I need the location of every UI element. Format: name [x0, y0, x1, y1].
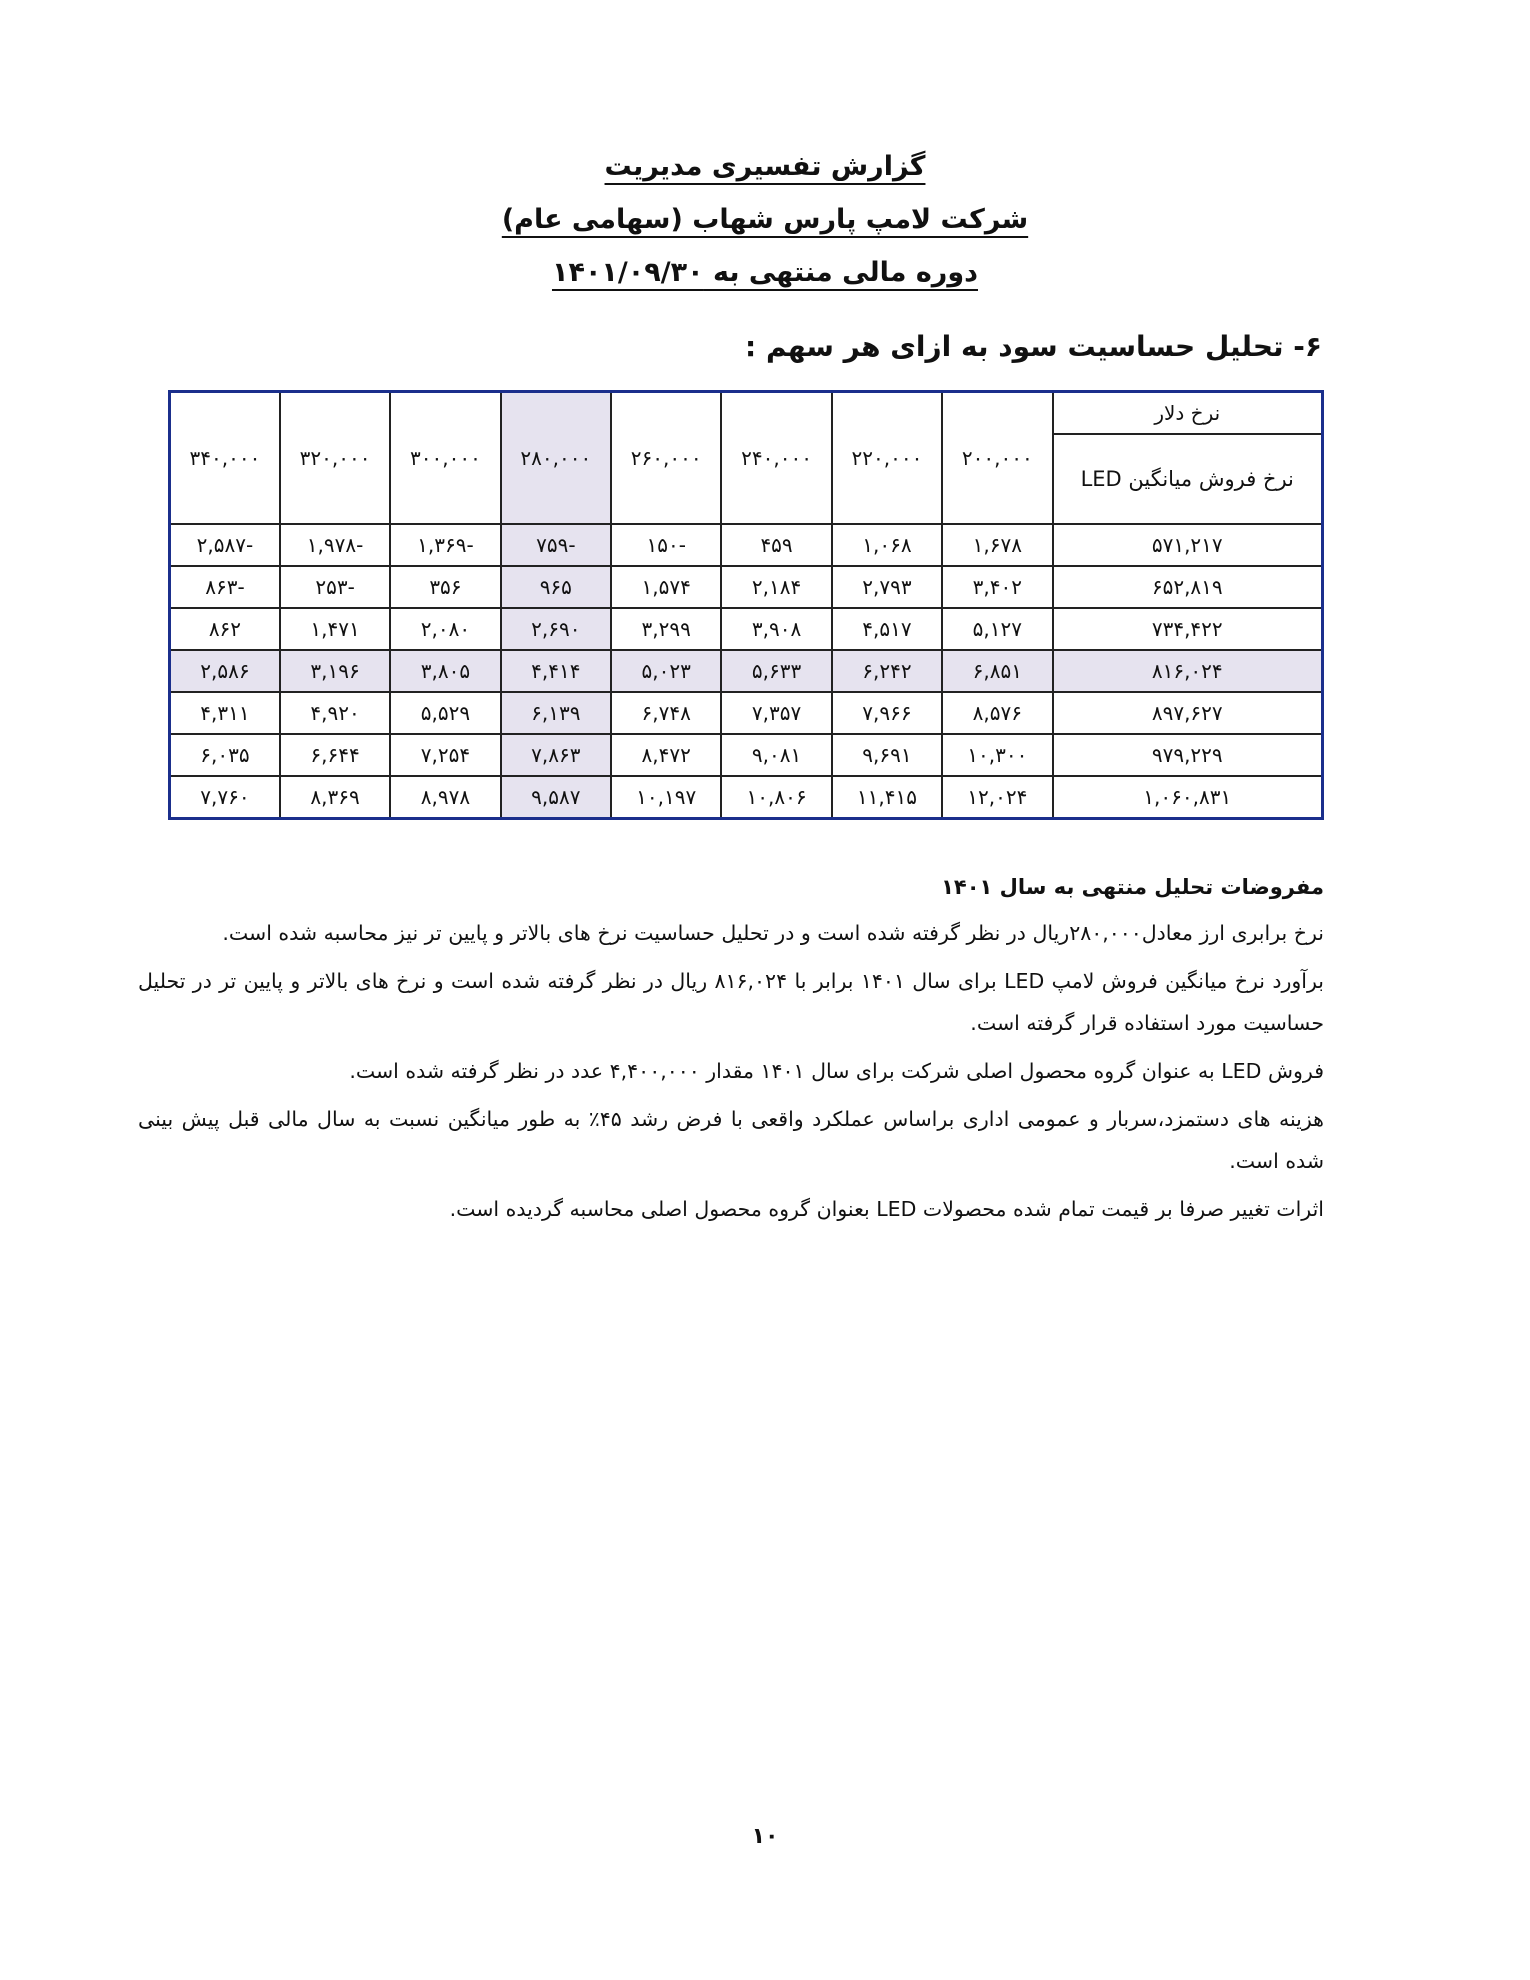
- eps-cell: ۶,۶۴۴: [280, 734, 390, 776]
- eps-cell: -۸۶۳: [170, 566, 280, 608]
- eps-cell: ۷,۳۵۷: [721, 692, 831, 734]
- eps-cell: ۱۰,۸۰۶: [721, 776, 831, 819]
- eps-cell: ۲,۰۸۰: [390, 608, 500, 650]
- eps-cell: ۴,۴۱۴: [501, 650, 611, 692]
- eps-cell: ۹,۵۸۷: [501, 776, 611, 819]
- eps-cell: ۵,۰۲۳: [611, 650, 721, 692]
- price-cell: ۱,۰۶۰,۸۳۱: [1053, 776, 1323, 819]
- eps-cell: -۷۵۹: [501, 524, 611, 566]
- section-title: ۶- تحلیل حساسیت سود به ازای هر سهم :: [745, 330, 1322, 363]
- eps-cell: ۱۰,۱۹۷: [611, 776, 721, 819]
- table-row: [170, 776, 1323, 819]
- price-cell: ۶۵۲,۸۱۹: [1053, 566, 1323, 608]
- eps-cell: ۷,۸۶۳: [501, 734, 611, 776]
- price-cell: ۹۷۹,۲۲۹: [1053, 734, 1323, 776]
- eps-cell: ۴,۹۲۰: [280, 692, 390, 734]
- report-header: [0, 140, 1530, 299]
- price-label-cell: نرخ فروش میانگین LED: [1053, 434, 1323, 524]
- eps-cell: ۶,۰۳۵: [170, 734, 280, 776]
- eps-cell: ۴,۵۱۷: [832, 608, 942, 650]
- assumptions-title: مفروضات تحلیل منتهی به سال ۱۴۰۱: [941, 875, 1324, 899]
- rate-header-cell: ۳۰۰,۰۰۰: [390, 392, 500, 525]
- eps-cell: ۲,۵۸۶: [170, 650, 280, 692]
- eps-cell: ۶,۷۴۸: [611, 692, 721, 734]
- assumptions-section: [138, 866, 1324, 1236]
- eps-cell: ۶,۲۴۲: [832, 650, 942, 692]
- assumption-item: اثرات تغییر صرفا بر قیمت تمام شده محصولات LED بعنوان گروه محصول اصلی محاسبه گردیده است.: [449, 1197, 1324, 1221]
- eps-cell: ۱,۰۶۸: [832, 524, 942, 566]
- eps-cell: -۱۵۰: [611, 524, 721, 566]
- eps-cell: ۹,۰۸۱: [721, 734, 831, 776]
- table-row: [170, 566, 1323, 608]
- report-title: گزارش تفسیری مدیریت: [604, 151, 926, 182]
- eps-cell: ۷,۲۵۴: [390, 734, 500, 776]
- rate-header-cell: ۲۴۰,۰۰۰: [721, 392, 831, 525]
- eps-cell: ۱۲,۰۲۴: [942, 776, 1052, 819]
- rate-header-cell: ۳۴۰,۰۰۰: [170, 392, 280, 525]
- eps-cell: ۷,۹۶۶: [832, 692, 942, 734]
- eps-cell: ۱,۴۷۱: [280, 608, 390, 650]
- eps-cell: ۴۵۹: [721, 524, 831, 566]
- price-cell: ۸۹۷,۶۲۷: [1053, 692, 1323, 734]
- eps-cell: ۵,۶۳۳: [721, 650, 831, 692]
- eps-cell: -۱,۳۶۹: [390, 524, 500, 566]
- eps-cell: ۳,۲۹۹: [611, 608, 721, 650]
- assumption-item: برآورد نرخ میانگین فروش لامپ LED برای سال ۱۴۰۱ برابر با ۸۱۶,۰۲۴ ریال در نظر گرفته شده است و نرخ های بالاتر و پایین تر در تحلیل حساسیت مورد استفاده قرار گرفته است.: [138, 969, 1325, 1035]
- table-row: [170, 524, 1323, 566]
- eps-cell: ۸,۳۶۹: [280, 776, 390, 819]
- eps-cell: ۲,۶۹۰: [501, 608, 611, 650]
- company-name: شرکت لامپ پارس شهاب (سهامی عام): [501, 204, 1029, 235]
- assumption-item: فروش LED به عنوان گروه محصول اصلی شرکت برای سال ۱۴۰۱ مقدار ۴,۴۰۰,۰۰۰ عدد در نظر گرفته شده است.: [349, 1059, 1324, 1083]
- eps-cell: ۸,۴۷۲: [611, 734, 721, 776]
- eps-cell: -۱,۹۷۸: [280, 524, 390, 566]
- rate-label-cell: نرخ دلار: [1053, 392, 1323, 435]
- period-title: دوره مالی منتهی به ۱۴۰۱/۰۹/۳۰: [551, 257, 978, 288]
- table-row: [170, 608, 1323, 650]
- eps-cell: ۲,۷۹۳: [832, 566, 942, 608]
- eps-cell: ۶,۱۳۹: [501, 692, 611, 734]
- eps-cell: ۸,۵۷۶: [942, 692, 1052, 734]
- eps-cell: ۸۶۲: [170, 608, 280, 650]
- rate-header-cell: ۲۶۰,۰۰۰: [611, 392, 721, 525]
- table-header-row: [170, 392, 1323, 435]
- eps-cell: ۳,۸۰۵: [390, 650, 500, 692]
- sensitivity-table: [168, 390, 1324, 820]
- eps-cell: ۱۰,۳۰۰: [942, 734, 1052, 776]
- assumption-item: هزینه های دستمزد،سربار و عمومی اداری براساس عملکرد واقعی با فرض رشد ۴۵٪ به طور میانگین نسبت به سال مالی قبل پیش بینی شده است.: [138, 1107, 1324, 1173]
- rate-header-cell: ۳۲۰,۰۰۰: [280, 392, 390, 525]
- eps-cell: ۵,۵۲۹: [390, 692, 500, 734]
- rate-header-cell: ۲۲۰,۰۰۰: [832, 392, 942, 525]
- price-cell: ۵۷۱,۲۱۷: [1053, 524, 1323, 566]
- eps-cell: ۸,۹۷۸: [390, 776, 500, 819]
- rate-header-cell: ۲۰۰,۰۰۰: [942, 392, 1052, 525]
- eps-cell: -۲,۵۸۷: [170, 524, 280, 566]
- eps-cell: ۹۶۵: [501, 566, 611, 608]
- eps-cell: ۱,۶۷۸: [942, 524, 1052, 566]
- price-cell: ۷۳۴,۴۲۲: [1053, 608, 1323, 650]
- assumption-item: نرخ برابری ارز معادل۲۸۰,۰۰۰ریال در نظر گرفته شده است و در تحلیل حساسیت نرخ های بالاتر و پایین تر نیز محاسبه شده است.: [222, 921, 1324, 945]
- eps-cell: ۶,۸۵۱: [942, 650, 1052, 692]
- eps-cell: ۱,۵۷۴: [611, 566, 721, 608]
- rate-header-cell: ۲۸۰,۰۰۰: [501, 392, 611, 525]
- sensitivity-table-body: [170, 392, 1323, 819]
- eps-cell: ۲,۱۸۴: [721, 566, 831, 608]
- page-number: ۱۰: [751, 1824, 779, 1849]
- price-cell: ۸۱۶,۰۲۴: [1053, 650, 1323, 692]
- table-row: [170, 692, 1323, 734]
- eps-cell: ۳۵۶: [390, 566, 500, 608]
- eps-cell: ۱۱,۴۱۵: [832, 776, 942, 819]
- table-row: [170, 734, 1323, 776]
- eps-cell: ۹,۶۹۱: [832, 734, 942, 776]
- eps-cell: ۵,۱۲۷: [942, 608, 1052, 650]
- eps-cell: ۳,۹۰۸: [721, 608, 831, 650]
- eps-cell: ۴,۳۱۱: [170, 692, 280, 734]
- eps-cell: -۲۵۳: [280, 566, 390, 608]
- eps-cell: ۷,۷۶۰: [170, 776, 280, 819]
- eps-cell: ۳,۱۹۶: [280, 650, 390, 692]
- eps-cell: ۳,۴۰۲: [942, 566, 1052, 608]
- table-row: [170, 650, 1323, 692]
